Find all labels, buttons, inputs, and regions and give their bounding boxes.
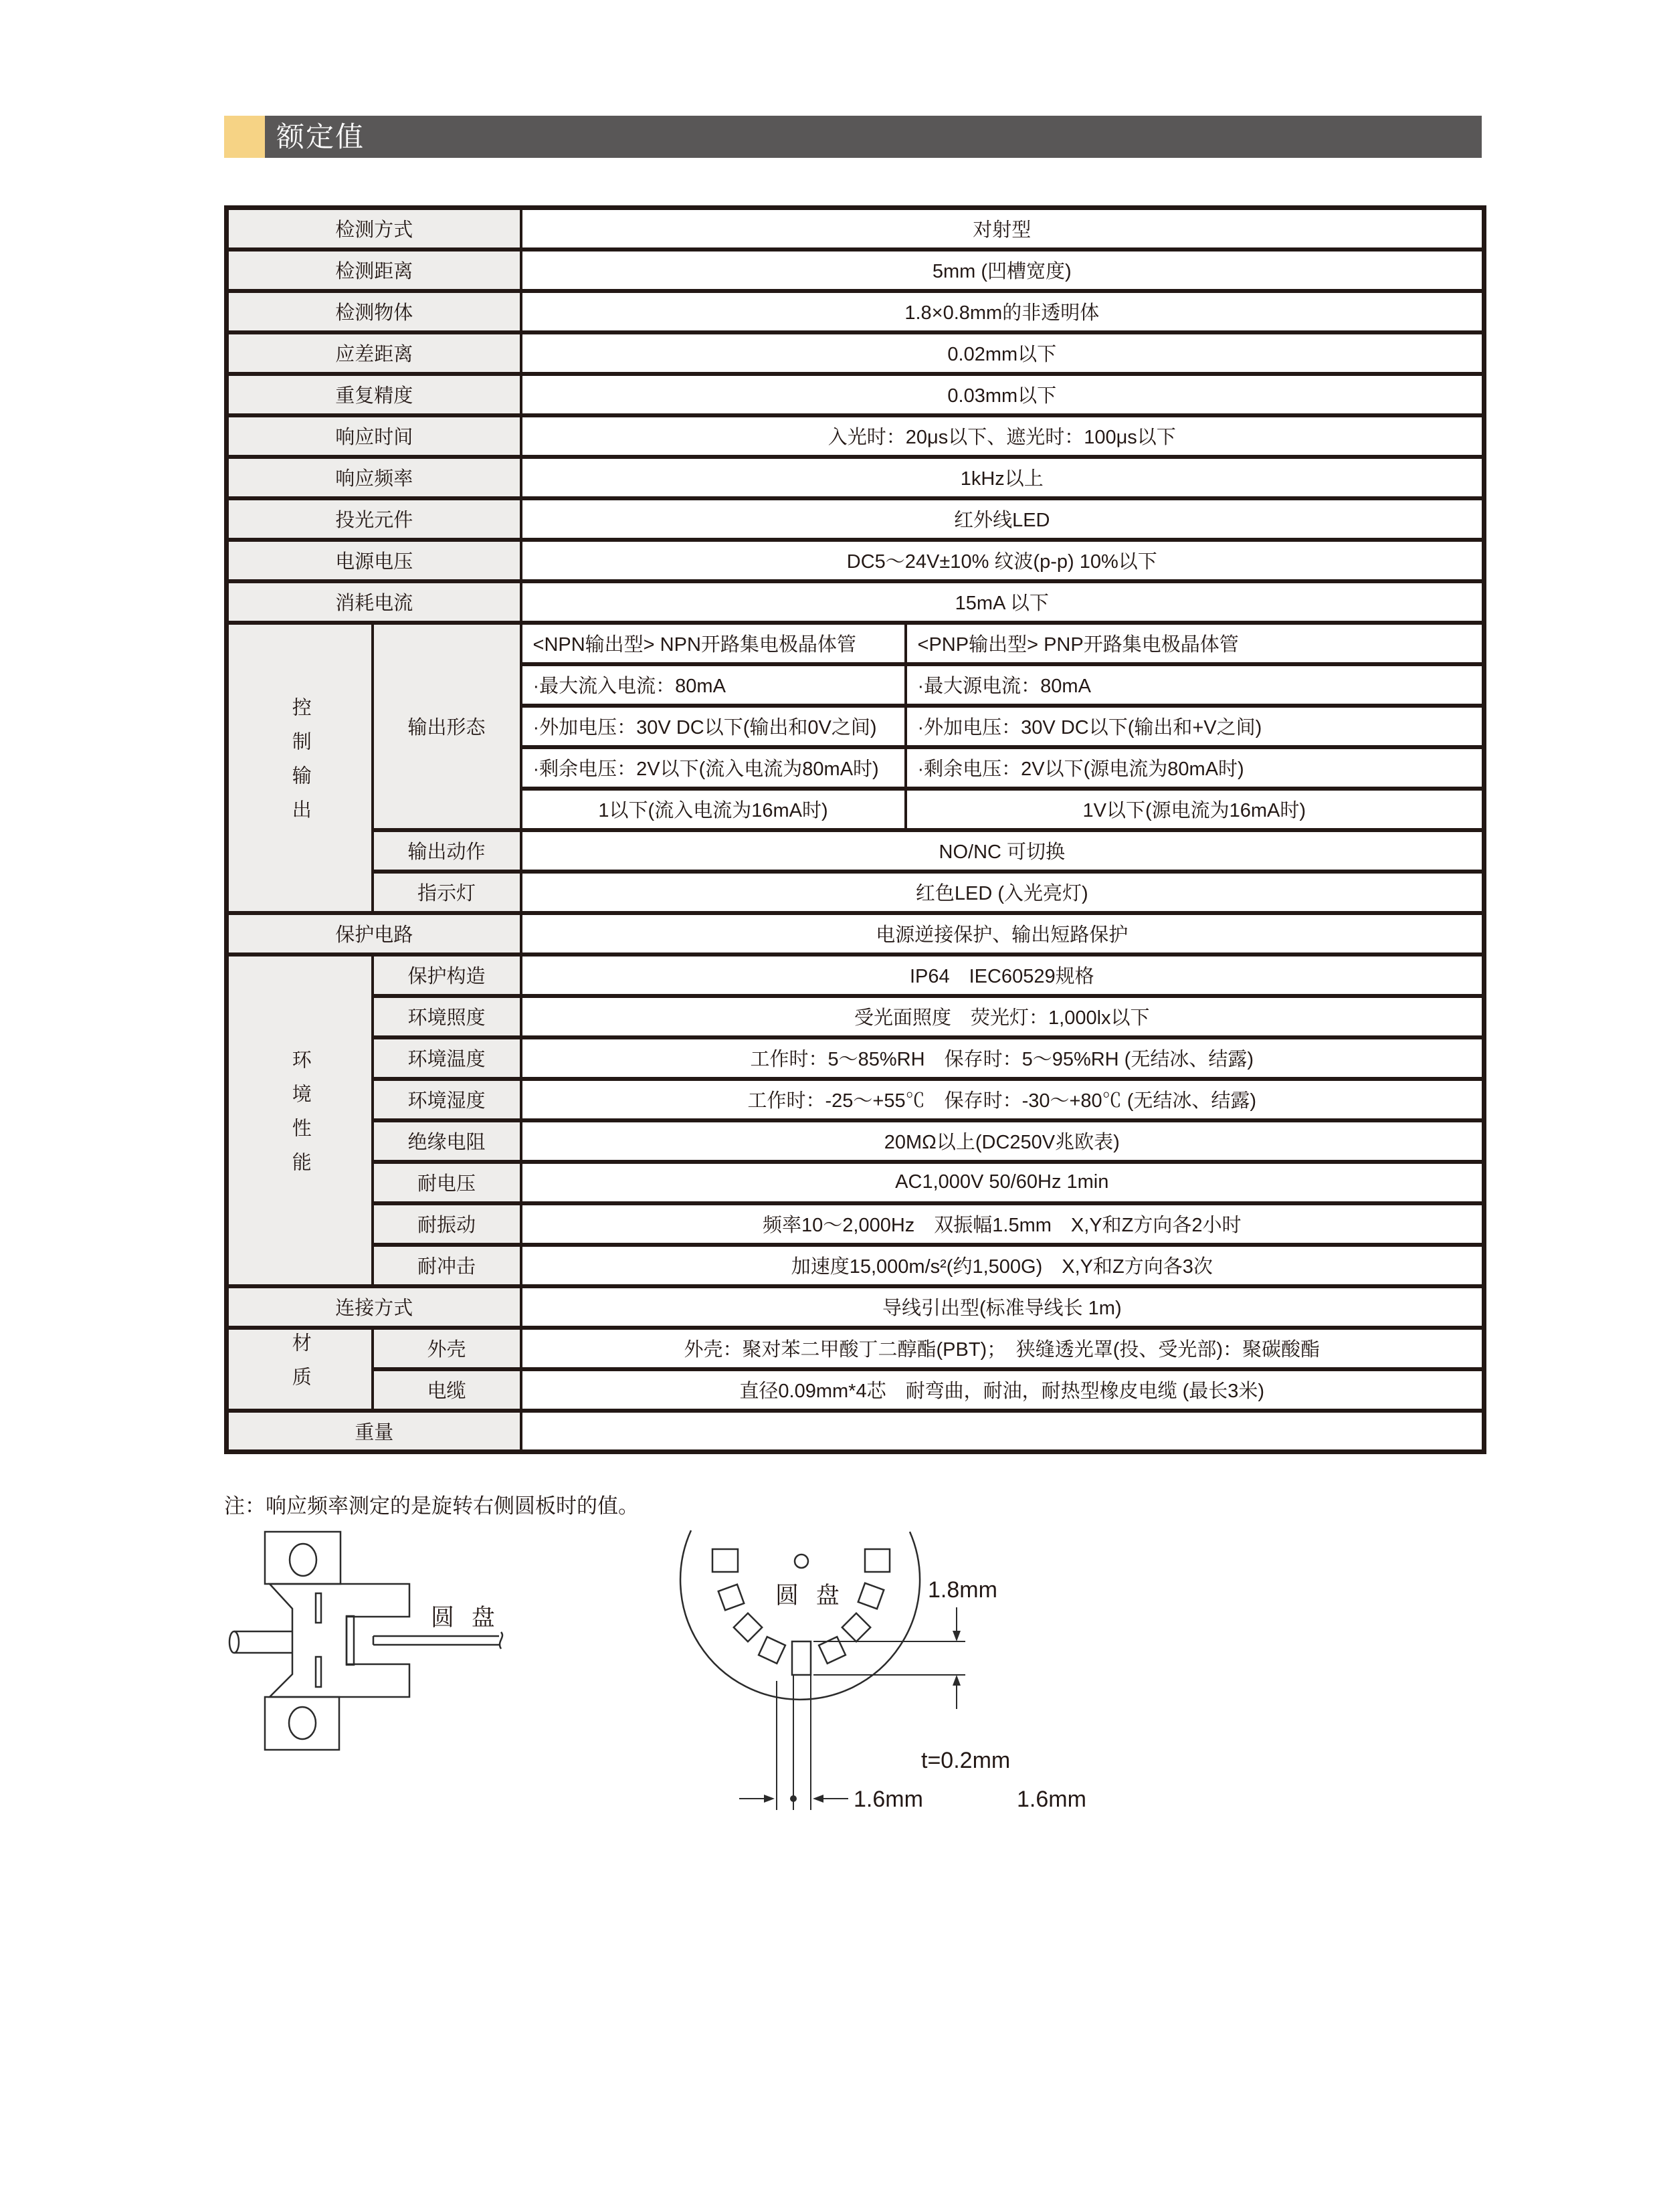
row-value: AC1,000V 50/60Hz 1min <box>521 1162 1484 1203</box>
table-row <box>227 996 1484 1037</box>
row-label: 检测物体 <box>227 291 521 332</box>
reference-slot <box>792 1641 811 1675</box>
row-value: 红外线LED <box>521 498 1484 540</box>
row-value: 1.8×0.8mm的非透明体 <box>521 291 1484 332</box>
dim-1-6mm-left-label: 1.6mm <box>854 1787 923 1812</box>
optical-slit-bottom <box>316 1657 321 1687</box>
bottom-mount-hole <box>289 1707 316 1739</box>
disc-hole-diamond <box>718 1585 744 1610</box>
row-label: 保护电路 <box>227 913 521 954</box>
section-title: 额定值 <box>276 121 365 153</box>
row-label: 检测方式 <box>227 208 521 249</box>
row-label: 连接方式 <box>227 1286 521 1328</box>
disc-label: 圆 盘 <box>431 1605 500 1631</box>
row-value: 频率10～2,000Hz 双振幅1.5mm X,Y和Z方向各2小时 <box>521 1203 1484 1245</box>
row-label: 耐电压 <box>373 1162 521 1203</box>
row-label: 投光元件 <box>227 498 521 540</box>
row-value: 受光面照度 荧光灯：1,000lx以下 <box>521 996 1484 1037</box>
footnote: 注：响应频率测定的是旋转右侧圆板时的值。 <box>224 1494 639 1518</box>
table-row <box>227 623 1484 664</box>
disc-hole-diamond <box>842 1613 870 1641</box>
pnp-residual-voltage-cell: ·剩余电压：2V以下(源电流为80mA时) <box>906 747 1484 789</box>
arrowhead-left-icon <box>813 1795 823 1803</box>
table-row <box>227 1037 1484 1079</box>
table-row <box>227 374 1484 415</box>
sensor-side-view-figure <box>227 1526 515 1757</box>
pnp-applied-voltage-cell: ·外加电压：30V DC以下(输出和+V之间) <box>906 706 1484 747</box>
row-value <box>521 1411 1484 1452</box>
row-value: 工作时：5～85%RH 保存时：5～95%RH (无结冰、结露) <box>521 1037 1484 1079</box>
npn-residual-voltage-cell: ·剩余电压：2V以下(流入电流为80mA时) <box>521 747 906 789</box>
row-value: 0.03mm以下 <box>521 374 1484 415</box>
table-row <box>227 1120 1484 1162</box>
row-value: 对射型 <box>521 208 1484 249</box>
table-row <box>227 581 1484 623</box>
row-value: 工作时：-25～+55℃ 保存时：-30～+80℃ (无结冰、结露) <box>521 1079 1484 1120</box>
npn-residual-voltage2-cell: 1以下(流入电流为16mA时) <box>521 789 906 830</box>
table-row <box>227 1286 1484 1328</box>
arrowhead-up-icon <box>953 1675 961 1686</box>
row-label: 应差距离 <box>227 332 521 374</box>
row-label: 耐冲击 <box>373 1245 521 1286</box>
row-label: 保护构造 <box>373 954 521 996</box>
dim-extension-lines <box>777 1675 811 1810</box>
row-label-output-form: 输出形态 <box>373 623 521 830</box>
disc-detail-figure <box>669 1517 1097 1825</box>
disc-break-mark <box>500 1632 502 1649</box>
row-value: 15mA 以下 <box>521 581 1484 623</box>
bottom-mount-tab <box>265 1697 339 1750</box>
table-row <box>227 498 1484 540</box>
row-value: 外壳：聚对苯二甲酸丁二醇酯(PBT)； 狭缝透光罩(投、受光部)：聚碳酸酯 <box>521 1328 1484 1369</box>
row-label: 绝缘电阻 <box>373 1120 521 1162</box>
row-value: 直径0.09mm*4芯 耐弯曲，耐油，耐热型橡皮电缆 (最长3米) <box>521 1369 1484 1411</box>
dim-1-6mm-right-label: 1.6mm <box>1017 1787 1086 1812</box>
table-row <box>227 208 1484 249</box>
table-row <box>227 291 1484 332</box>
table-row <box>227 415 1484 457</box>
arrowhead-down-icon <box>953 1631 961 1641</box>
pnp-residual-voltage2-cell: 1V以下(源电流为16mA时) <box>906 789 1484 830</box>
row-label: 输出动作 <box>373 830 521 872</box>
row-value: 5mm (凹槽宽度) <box>521 249 1484 291</box>
row-label: 重复精度 <box>227 374 521 415</box>
table-row <box>227 830 1484 872</box>
arrowhead-right-icon <box>764 1795 775 1803</box>
disc-hole-diamond <box>734 1613 762 1641</box>
disc-center-hole <box>795 1554 808 1568</box>
row-label: 环境湿度 <box>373 1079 521 1120</box>
row-label: 重量 <box>227 1411 521 1452</box>
row-value: 加速度15,000m/s²(约1,500G) X,Y和Z方向各3次 <box>521 1245 1484 1286</box>
dim-1-8mm-label: 1.8mm <box>928 1577 997 1603</box>
dim-center-dot <box>790 1795 797 1802</box>
table-row <box>227 954 1484 996</box>
section-title-bar <box>224 116 1482 158</box>
table-row <box>227 540 1484 581</box>
optical-slit-top <box>316 1593 321 1623</box>
disc-hole-square-left <box>712 1549 738 1572</box>
disc-hole-diamond <box>858 1583 884 1609</box>
table-row <box>227 1411 1484 1452</box>
disc-hole-diamond <box>759 1637 785 1664</box>
group-label-material: 材质 <box>227 1328 373 1411</box>
row-label: 响应时间 <box>227 415 521 457</box>
disc-label: 圆 盘 <box>775 1583 845 1609</box>
table-row <box>227 1328 1484 1369</box>
row-value: 入光时：20μs以下、遮光时：100μs以下 <box>521 415 1484 457</box>
table-row <box>227 1245 1484 1286</box>
row-value: DC5～24V±10% 纹波(p-p) 10%以下 <box>521 540 1484 581</box>
row-label: 环境温度 <box>373 1037 521 1079</box>
table-row <box>227 1079 1484 1120</box>
row-value: 红色LED (入光亮灯) <box>521 872 1484 913</box>
group-label-control-output: 控制输出 <box>227 623 373 913</box>
row-label: 消耗电流 <box>227 581 521 623</box>
disc-blade <box>373 1636 499 1645</box>
table-row <box>227 1369 1484 1411</box>
row-value: 20MΩ以上(DC250V兆欧表) <box>521 1120 1484 1162</box>
row-label: 耐振动 <box>373 1203 521 1245</box>
row-label: 环境照度 <box>373 996 521 1037</box>
table-row <box>227 1203 1484 1245</box>
row-value: 0.02mm以下 <box>521 332 1484 374</box>
row-label: 指示灯 <box>373 872 521 913</box>
npn-applied-voltage-cell: ·外加电压：30V DC以下(输出和0V之间) <box>521 706 906 747</box>
pnp-max-current-cell: ·最大源电流：80mA <box>906 664 1484 706</box>
cable-lines <box>234 1631 292 1653</box>
row-value: NO/NC 可切换 <box>521 830 1484 872</box>
dim-t-label: t=0.2mm <box>921 1748 1011 1773</box>
row-value: IP64 IEC60529规格 <box>521 954 1484 996</box>
top-mount-hole <box>290 1544 316 1576</box>
slot-window <box>347 1616 354 1665</box>
table-row <box>227 332 1484 374</box>
cable-end-cap <box>229 1631 239 1653</box>
row-label: 电缆 <box>373 1369 521 1411</box>
npn-header-cell: <NPN输出型> NPN开路集电极晶体管 <box>521 623 906 664</box>
pnp-header-cell: <PNP输出型> PNP开路集电极晶体管 <box>906 623 1484 664</box>
disc-hole-square-right <box>865 1549 890 1572</box>
row-value: 1kHz以上 <box>521 457 1484 498</box>
row-value: 导线引出型(标准导线长 1m) <box>521 1286 1484 1328</box>
row-label: 响应频率 <box>227 457 521 498</box>
table-row <box>227 1162 1484 1203</box>
table-row <box>227 872 1484 913</box>
ratings-table <box>224 205 1486 1454</box>
row-label: 检测距离 <box>227 249 521 291</box>
table-row <box>227 249 1484 291</box>
row-value: 电源逆接保护、输出短路保护 <box>521 913 1484 954</box>
table-row <box>227 457 1484 498</box>
row-label: 外壳 <box>373 1328 521 1369</box>
group-label-environment: 环境性能 <box>227 954 373 1286</box>
title-accent-marker <box>224 116 265 158</box>
row-label: 电源电压 <box>227 540 521 581</box>
npn-max-current-cell: ·最大流入电流：80mA <box>521 664 906 706</box>
sensor-body <box>270 1584 409 1697</box>
table-row <box>227 913 1484 954</box>
